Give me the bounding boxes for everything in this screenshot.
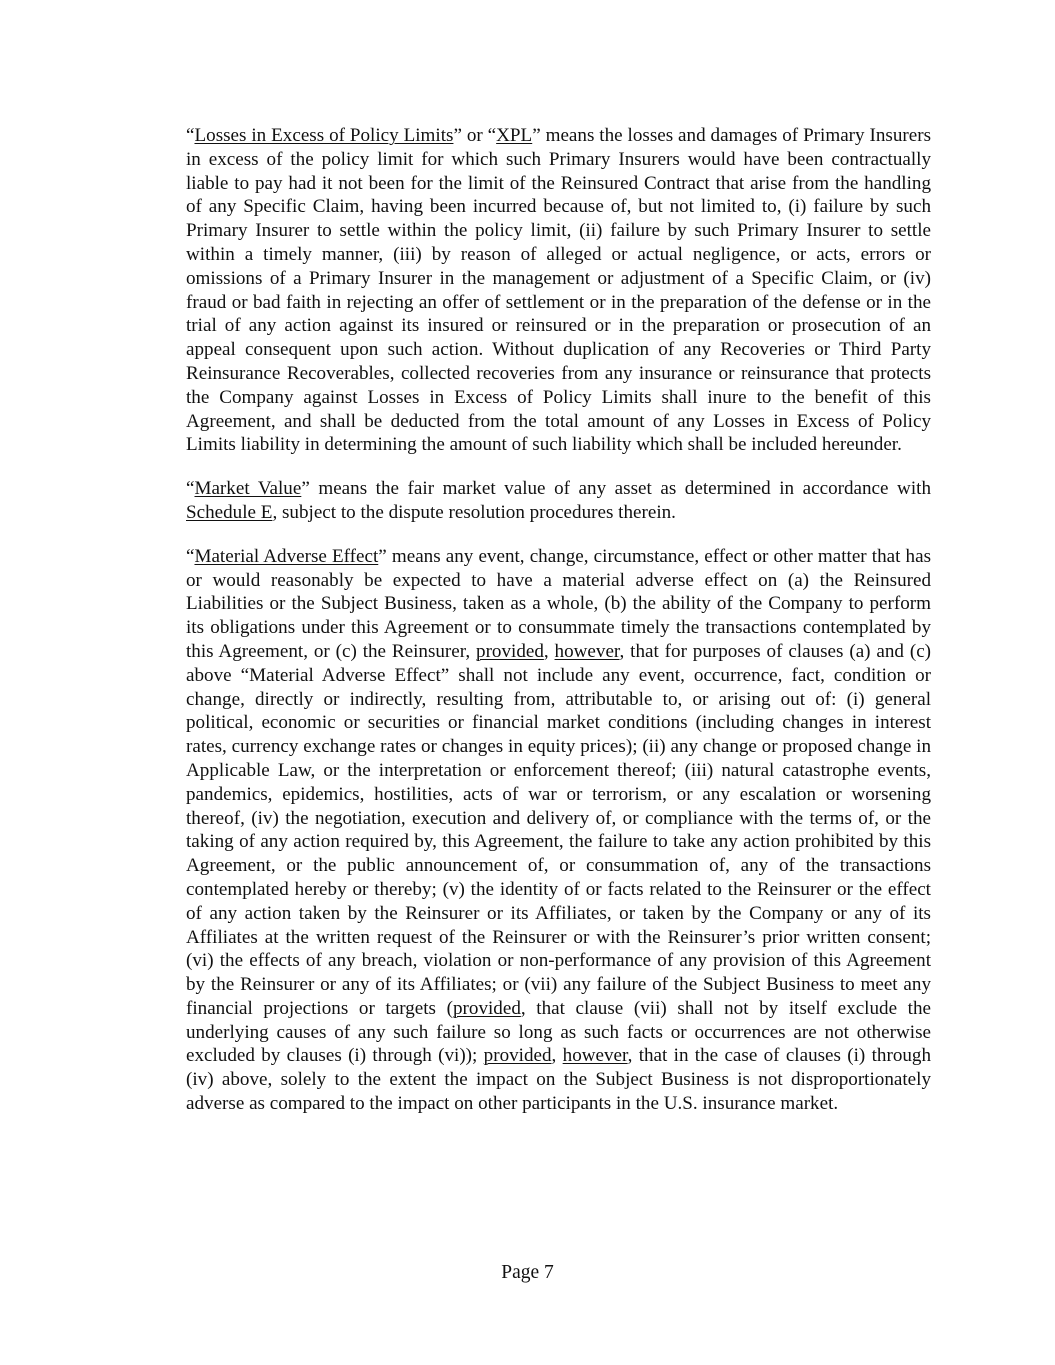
defined-term: however [562, 1045, 628, 1067]
definition-material-adverse-effect [186, 545, 931, 1116]
paragraph-text: ” or “ [453, 125, 497, 146]
paragraph-text: , that clause (vii) shall not by itself exclude the underlying causes of any such failure so long as such facts or occurrences are not otherwise excluded by clauses (i) through (vi)); [186, 997, 932, 1067]
page-number: Page 7 [501, 1262, 554, 1283]
defined-term: Market Value [194, 478, 302, 500]
paragraph-text: “ [186, 545, 195, 567]
paragraph-text: ” means any event, change, circumstance, effect or other matter that has or would reasonably be expected to have a material adverse effect on (a) the Reinsured Liabilities or the Subject Business, taken as a whole, (b) the ability of the Company to perform its obligations under this Agreement or to consummate timely the transactions contemplated by this Agreement, or (c) the Reinsurer, [186, 545, 931, 662]
definition-losses-in-excess [186, 124, 931, 457]
paragraph-text: , subject to the dispute resolution procedures therein. [272, 501, 676, 523]
defined-term: provided [476, 640, 544, 662]
paragraph-text: , that for purposes of clauses (a) and (c) above “Material Adverse Effect” shall not include any event, occurrence, fact, condition or change, directly or indirectly, resulting from, attributable to, or arising out of: (i) general political, economic or securities or financial market conditions (including changes in interest rates, currency exchange rates or changes in equity prices); (ii) any change or proposed change in Applicable Law, or the interpretation or enforcement thereof; (iii) natural catastrophe events, pandemics, epidemics, hostilities, acts of war or terrorism, or any escalation or worsening thereof, (iv) the negotiation, execution and delivery of, or compliance with the terms of, or the taking of any action required by, this Agreement, the failure to take any action prohibited by this Agreement, or the public announcement of, or consummation of, any of the transactions contemplated hereby or thereby; (v) the identity of or facts related to the Reinsurer or the effect of any action taken by the Reinsurer or its Affiliates, or taken by the Company or any of its Affiliates at the written request of the Reinsurer or with the Reinsurer’s prior written consent; (vi) the effects of any breach, violation or non-performance of any provision of this Agreement by the Reinsurer or any of its Affiliates; or (vii) any failure of the Subject Business to meet any financial projections or targets ( [186, 640, 932, 1019]
defined-term: Losses in Excess of Policy Limits [194, 125, 454, 146]
defined-term: Schedule E [186, 501, 273, 523]
defined-term: however [554, 640, 620, 662]
paragraph-text: “ [186, 125, 195, 146]
defined-term: provided [483, 1045, 552, 1067]
definition-market-value [186, 477, 931, 525]
paragraph-text: , [543, 640, 555, 662]
document-body [186, 124, 931, 1136]
paragraph-text: ” means the fair market value of any asset as determined in accordance with [301, 478, 931, 500]
defined-term: provided [453, 997, 521, 1019]
paragraph-text: ” means the losses and damages of Primary Insurers in excess of the policy limit for which such Primary Insurers would have been contractually liable to pay had it not been for the limit of the Reinsured Contract that arise from the handling of any Specific Claim, having been incurred because of, but not limited to, (i) failure by such Primary Insurer to settle within the policy limit, (ii) failure by such Primary Insurer to settle within a timely manner, (iii) by reason of alleged or actual negligence, or acts, errors or omissions of a Primary Insurer in the management or adjustment of a Specific Claim, or (iv) fraud or bad faith in rejecting an offer of settlement or in the preparation of the defense or in the trial of any action against its insured or reinsured or in the preparation or prosecution of an appeal consequent upon such action. Without duplication of any Recoveries or Third Party Reinsurance Recoverables, collected recoveries from any insurance or reinsurance that protects the Company against Losses in Excess of Policy Limits shall inure to the benefit of this Agreement, and shall be deducted from the total amount of any Losses in Excess of Policy Limits liability in determining the amount of such liability which shall be included hereunder. [186, 125, 931, 456]
paragraph-text: , [551, 1045, 563, 1067]
paragraph-text: “ [186, 478, 195, 500]
defined-term: Material Adverse Effect [194, 545, 379, 567]
defined-term: XPL [496, 125, 533, 146]
paragraph-text: , that in the case of clauses (i) through (iv) above, solely to the extent the impact on the Subject Business is not disproportionately adverse as compared to the impact on other participants in the U.S. insurance market. [186, 1045, 932, 1115]
